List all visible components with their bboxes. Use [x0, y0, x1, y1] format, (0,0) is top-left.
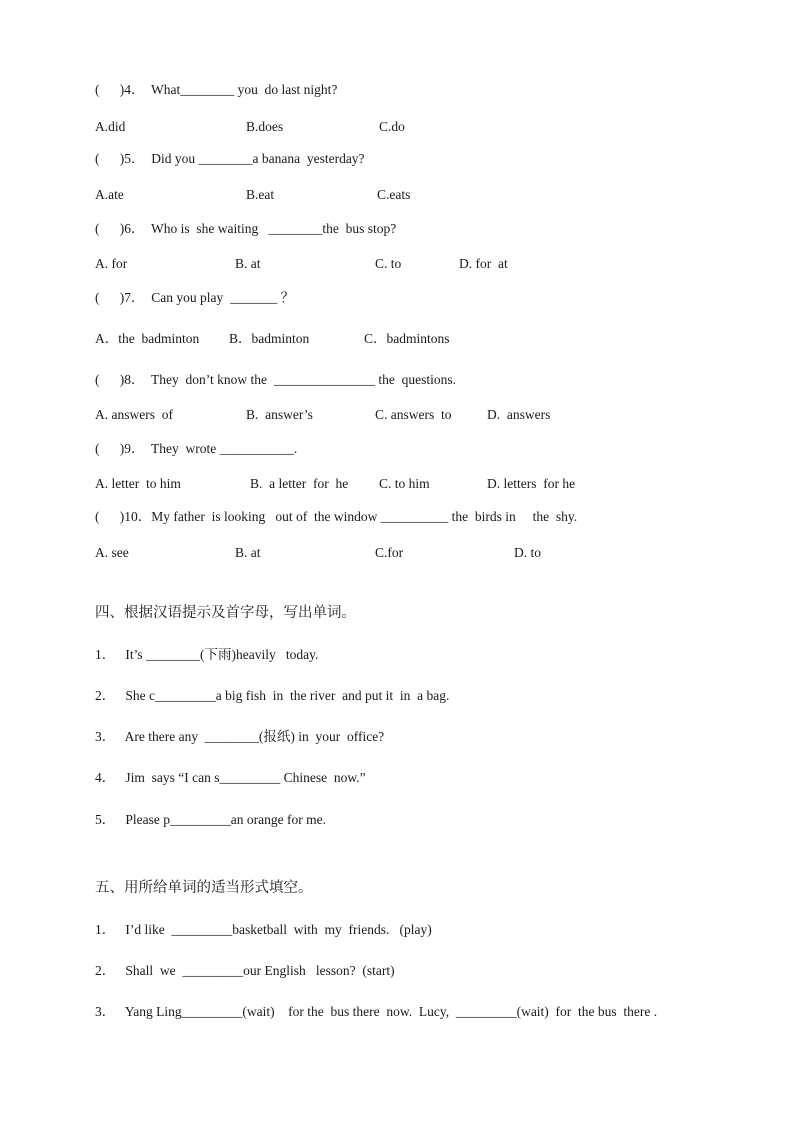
question-6: ( )6． Who is she waiting ________the bus stop?: [95, 221, 397, 236]
section-5-item-3: 3． Yang Ling_________(wait) for the bus there now. Lucy, _________(wait) for the bus there .: [95, 1004, 658, 1019]
q5-option-a: A.ate: [95, 187, 124, 202]
section-4-item-3: 3． Are there any ________(报纸) in your office?: [95, 729, 385, 744]
q10-option-d: D. to: [514, 545, 541, 560]
q9-option-a: A. letter to him: [95, 476, 181, 491]
q9-option-b: B. a letter for he: [250, 476, 349, 491]
section-5-item-1: 1． I’d like _________basketball with my friends. (play): [95, 922, 432, 937]
q4-option-c: C.do: [379, 119, 405, 134]
q6-option-b: B. at: [235, 256, 261, 271]
q8-option-d: D. answers: [487, 407, 551, 422]
q10-option-a: A. see: [95, 545, 129, 560]
q9-option-c: C. to him: [379, 476, 430, 491]
q4-option-a: A.did: [95, 119, 126, 134]
q5-option-c: C.eats: [377, 187, 411, 202]
q8-option-a: A. answers of: [95, 407, 173, 422]
q4-option-b: B.does: [246, 119, 284, 134]
q7-option-c: C．badmintons: [364, 331, 450, 346]
section-4-item-4: 4． Jim says “I can s_________ Chinese now.”: [95, 770, 366, 785]
section-4-item-1: 1． It’s ________(下雨)heavily today.: [95, 647, 319, 662]
question-7: ( )7． Can you play _______ ？: [95, 290, 295, 305]
question-5: ( )5． Did you ________a banana yesterday?: [95, 151, 365, 166]
q6-option-a: A. for: [95, 256, 128, 271]
q10-option-c: C.for: [375, 545, 404, 560]
question-8: ( )8． They don’t know the _______________ the questions.: [95, 372, 456, 387]
question-9: ( )9． They wrote ___________.: [95, 441, 298, 456]
q7-option-b: B．badminton: [229, 331, 310, 346]
q8-option-c: C. answers to: [375, 407, 452, 422]
question-10: ( )10．My father is looking out of the window __________ the birds in the shy.: [95, 509, 578, 524]
q9-option-d: D. letters for he: [487, 476, 576, 491]
q7-option-a: A．the badminton: [95, 331, 200, 346]
q8-option-b: B. answer’s: [246, 407, 313, 422]
section-5-item-2: 2． Shall we _________our English lesson? (start): [95, 963, 395, 978]
q10-option-b: B. at: [235, 545, 261, 560]
question-4: ( )4． What________ you do last night?: [95, 82, 338, 97]
q6-option-d: D. for at: [459, 256, 508, 271]
q6-option-c: C. to: [375, 256, 402, 271]
section-4-item-5: 5． Please p_________an orange for me.: [95, 812, 326, 827]
section-4-heading: 四、根据汉语提示及首字母，写出单词。: [95, 605, 356, 621]
section-4-item-2: 2． She c_________a big fish in the river and put it in a bag.: [95, 688, 450, 703]
q5-option-b: B.eat: [246, 187, 275, 202]
section-5-heading: 五、用所给单词的适当形式填空。: [95, 880, 313, 896]
